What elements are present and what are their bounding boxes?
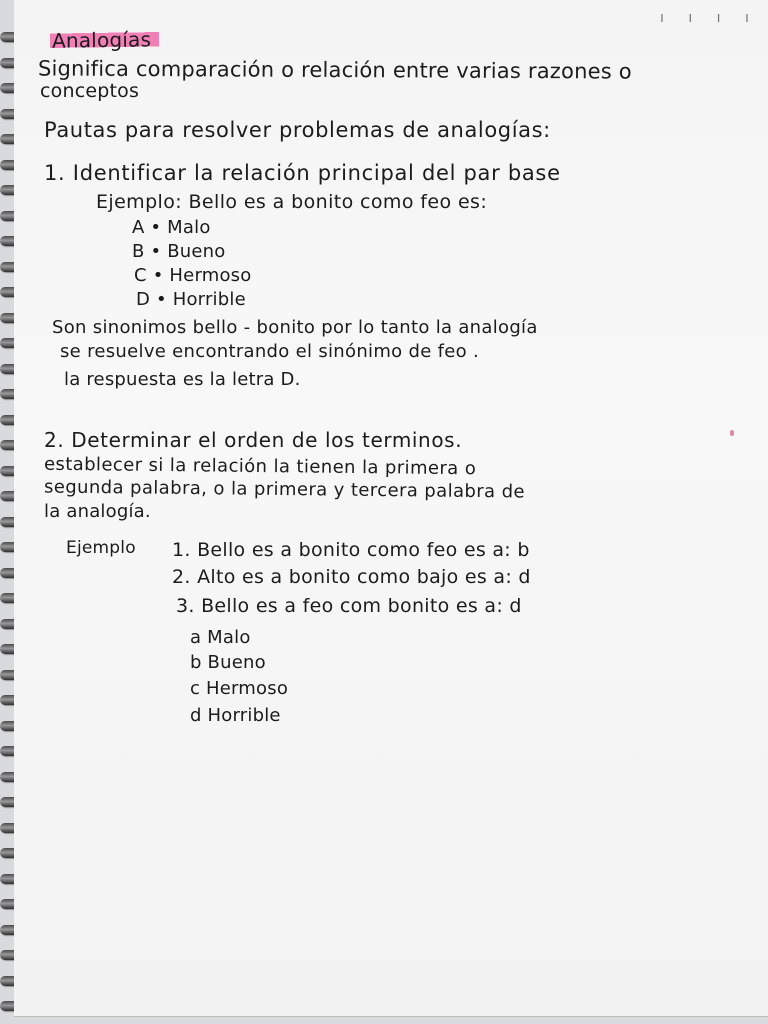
- section1-option-d: D • Horrible: [136, 289, 246, 310]
- pink-mark: [730, 430, 734, 436]
- section1-option-a: A • Malo: [132, 217, 211, 238]
- section2-option-a: a Malo: [190, 627, 251, 648]
- section2-example-2: 2. Alto es a bonito como bajo es a: d: [172, 566, 531, 588]
- section2-example-3: 3. Bello es a feo com bonito es a: d: [176, 595, 522, 617]
- section2-desc-1: establecer si la relación la tienen la primera o: [43, 453, 477, 480]
- section2-example-1: 1. Bello es a bonito como feo es a: b: [172, 539, 530, 561]
- page-title: Analogías: [50, 27, 159, 53]
- section2-desc-2: segunda palabra, o la primera y tercera palabra de: [43, 476, 526, 503]
- section2-desc-3: la analogía.: [44, 501, 151, 522]
- section1-option-b: B • Bueno: [132, 241, 226, 262]
- section1-step: 1. Identificar la relación principal del par base: [44, 161, 561, 185]
- section2-option-c: c Hermoso: [190, 678, 289, 699]
- section2-option-b: b Bueno: [190, 652, 266, 673]
- section2-example-label: Ejemplo: [66, 538, 136, 558]
- section2-option-d: d Horrible: [190, 705, 281, 726]
- section1-example: Ejemplo: Bello es a bonito como feo es:: [96, 191, 488, 213]
- heading: Pautas para resolver problemas de analogías:: [44, 118, 551, 142]
- section1-option-c: C • Hermoso: [134, 265, 252, 286]
- section1-explanation-1: Son sinonimos bello - bonito por lo tanto la analogía: [52, 317, 538, 338]
- intro-line-1: Significa comparación o relación entre varias razones o: [37, 56, 632, 84]
- section2-step: 2. Determinar el orden de los terminos.: [44, 428, 463, 452]
- section1-explanation-3: la respuesta es la letra D.: [64, 369, 301, 390]
- page-marks: ı ı ı ı: [660, 10, 759, 26]
- intro-line-2: conceptos: [40, 80, 140, 102]
- section1-explanation-2: se resuelve encontrando el sinónimo de feo .: [60, 341, 479, 362]
